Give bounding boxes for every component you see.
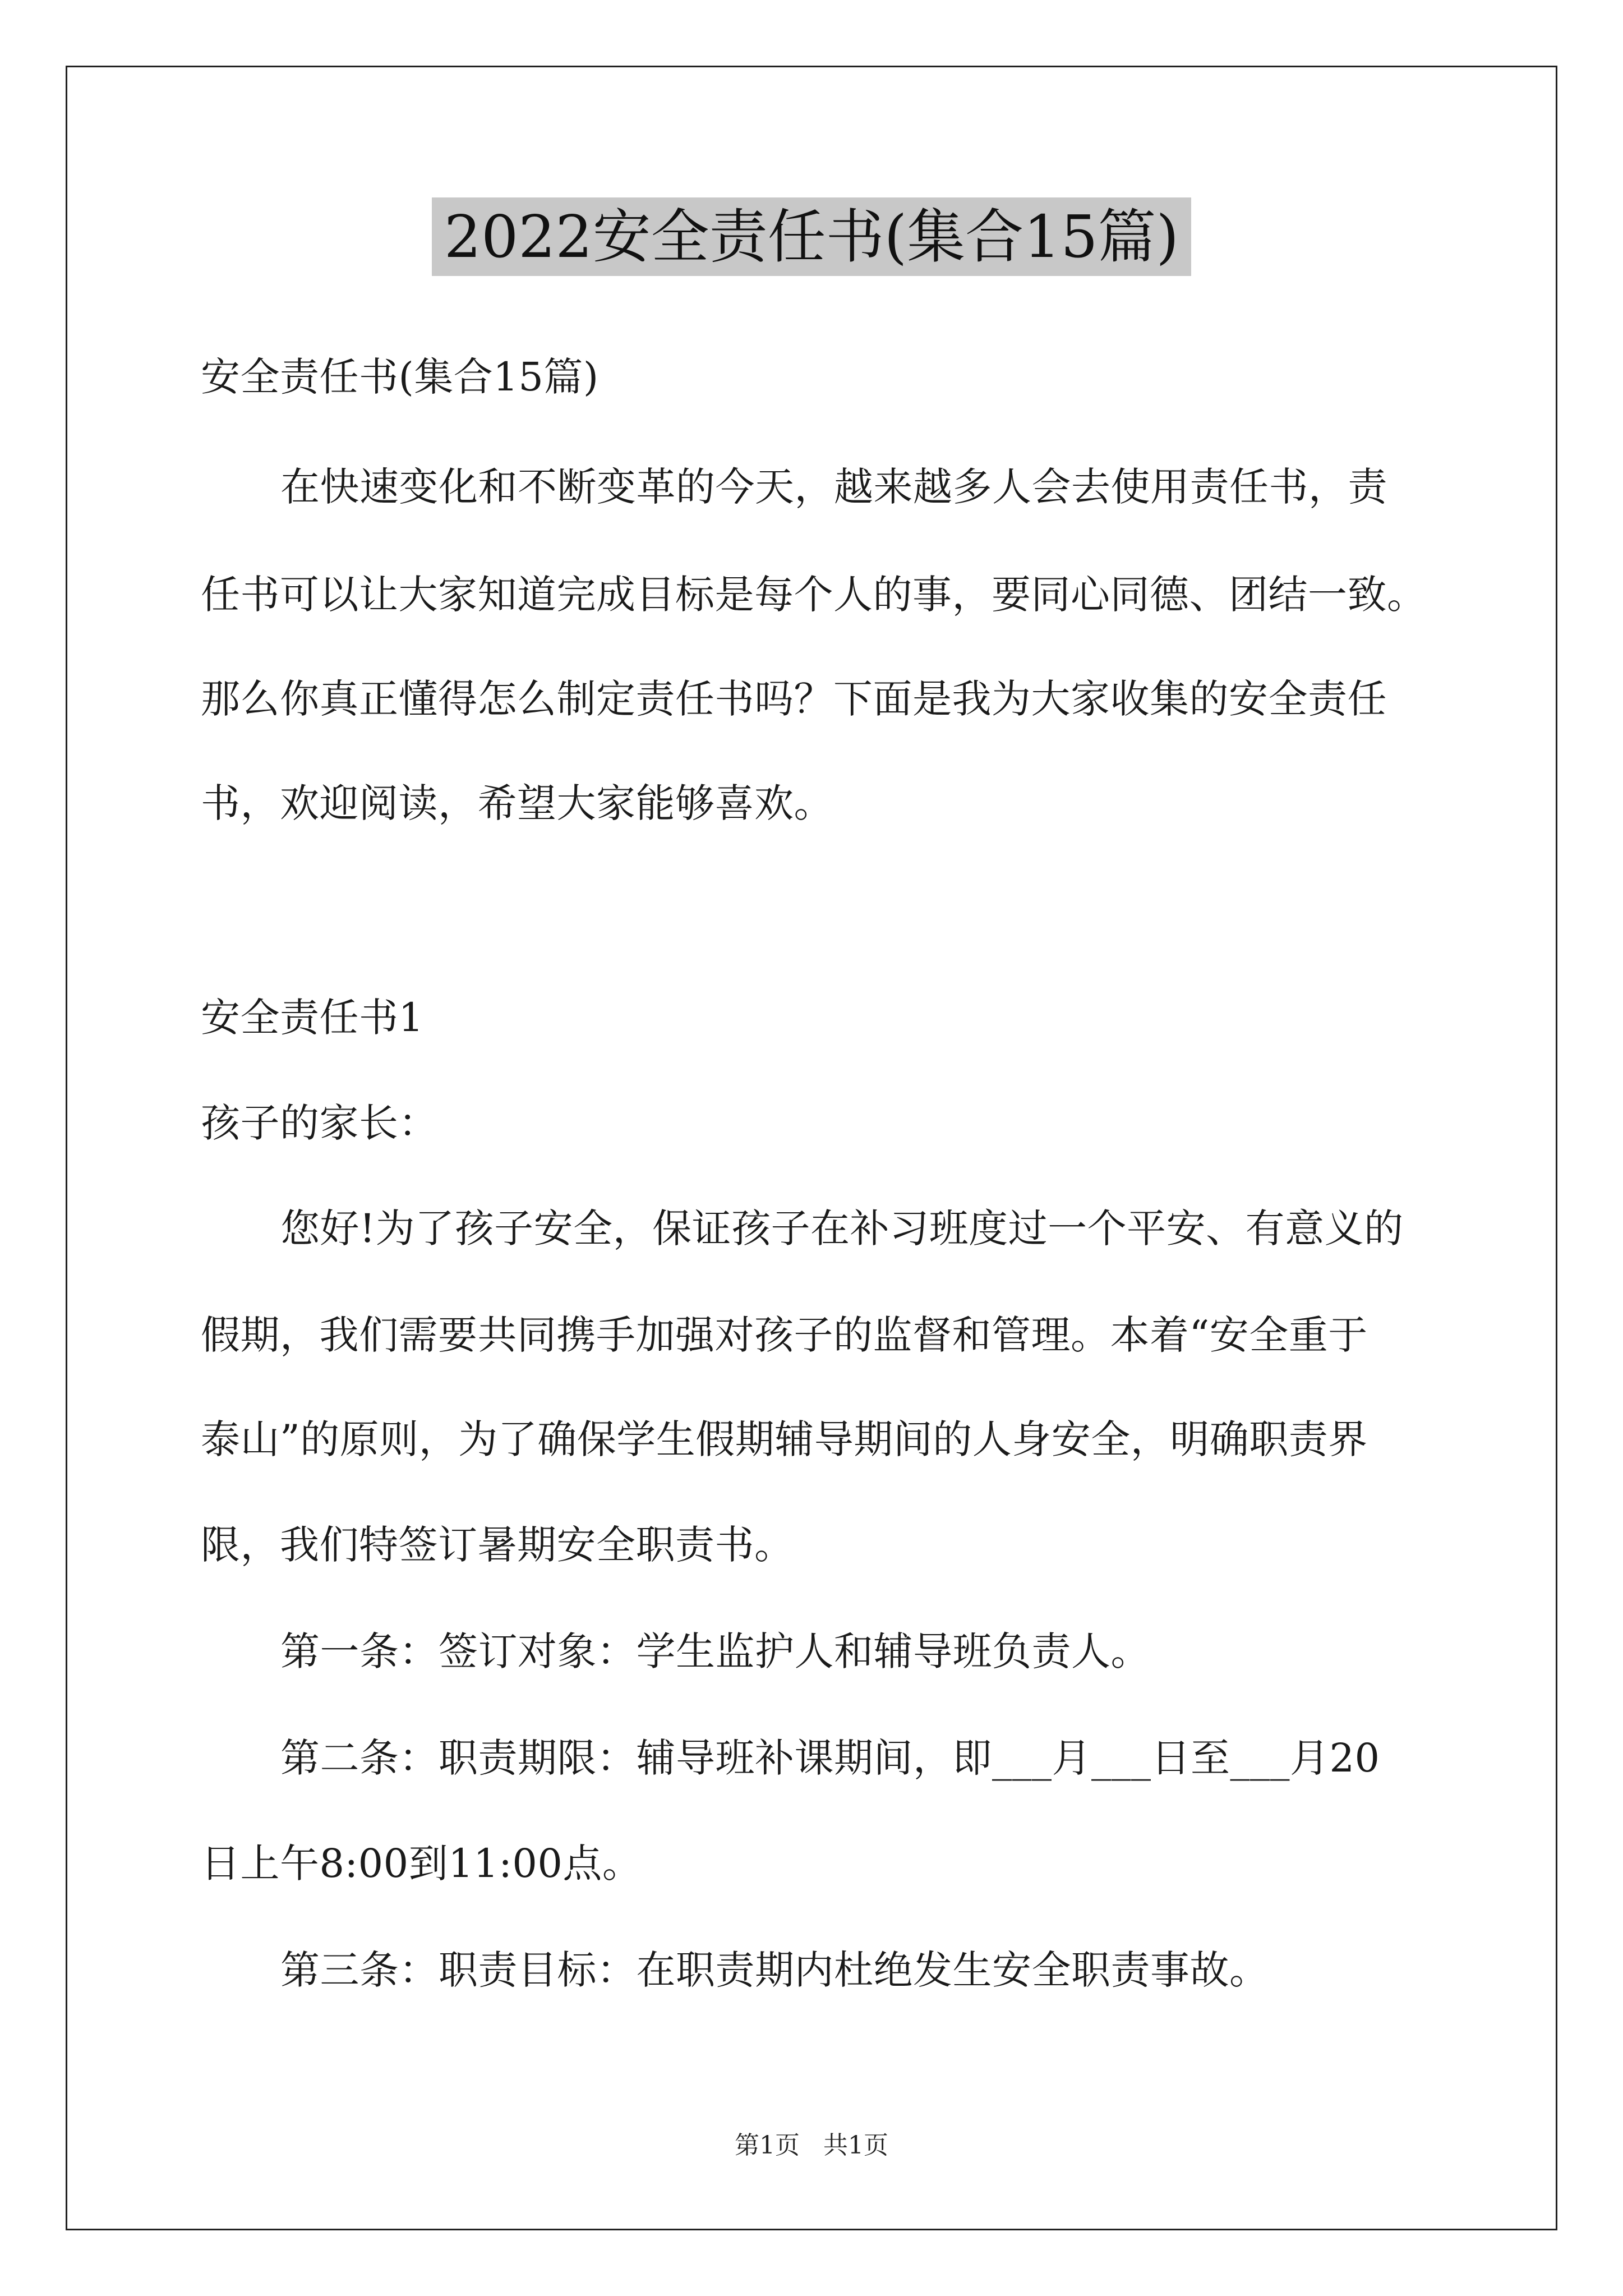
- body-line-1: 您好!为了孩子安全，保证孩子在补习班度过一个平安、有意义的: [280, 1205, 1404, 1251]
- intro-line-2: 任书可以让大家知道完成目标是每个人的事，要同心同德、团结一致。: [201, 572, 1427, 618]
- body-line-3: 泰山”的原则，为了确保学生假期辅导期间的人身安全，明确职责界: [201, 1416, 1368, 1462]
- body-line-4: 限，我们特签订暑期安全职责书。: [201, 1522, 794, 1568]
- article-2-continued: 日上午8:00到11:00点。: [201, 1841, 642, 1887]
- intro-line-1: 在快速变化和不断变革的今天，越来越多人会去使用责任书，责: [280, 464, 1387, 510]
- page-footer: 第1页 共1页: [735, 2131, 888, 2160]
- intro-line-4: 书，欢迎阅读，希望大家能够喜欢。: [201, 780, 833, 826]
- document-title: [0, 197, 1623, 276]
- article-1: 第一条：签订对象：学生监护人和辅导班负责人。: [280, 1628, 1150, 1674]
- salutation: 孩子的家长：: [201, 1100, 438, 1146]
- document-subtitle: 安全责任书(集合15篇): [201, 354, 599, 400]
- article-3: 第三条：职责目标：在职责期内杜绝发生安全职责事故。: [280, 1947, 1269, 1993]
- article-2: 第二条：职责期限：辅导班补课期间，即___月___日至___月20: [280, 1735, 1380, 1781]
- intro-line-3: 那么你真正懂得怎么制定责任书吗？下面是我为大家收集的安全责任: [201, 676, 1387, 722]
- body-line-2: 假期，我们需要共同携手加强对孩子的监督和管理。本着“安全重于: [201, 1312, 1368, 1358]
- document-title-text: 2022安全责任书(集合15篇): [432, 197, 1191, 276]
- section-heading: 安全责任书1: [201, 995, 424, 1041]
